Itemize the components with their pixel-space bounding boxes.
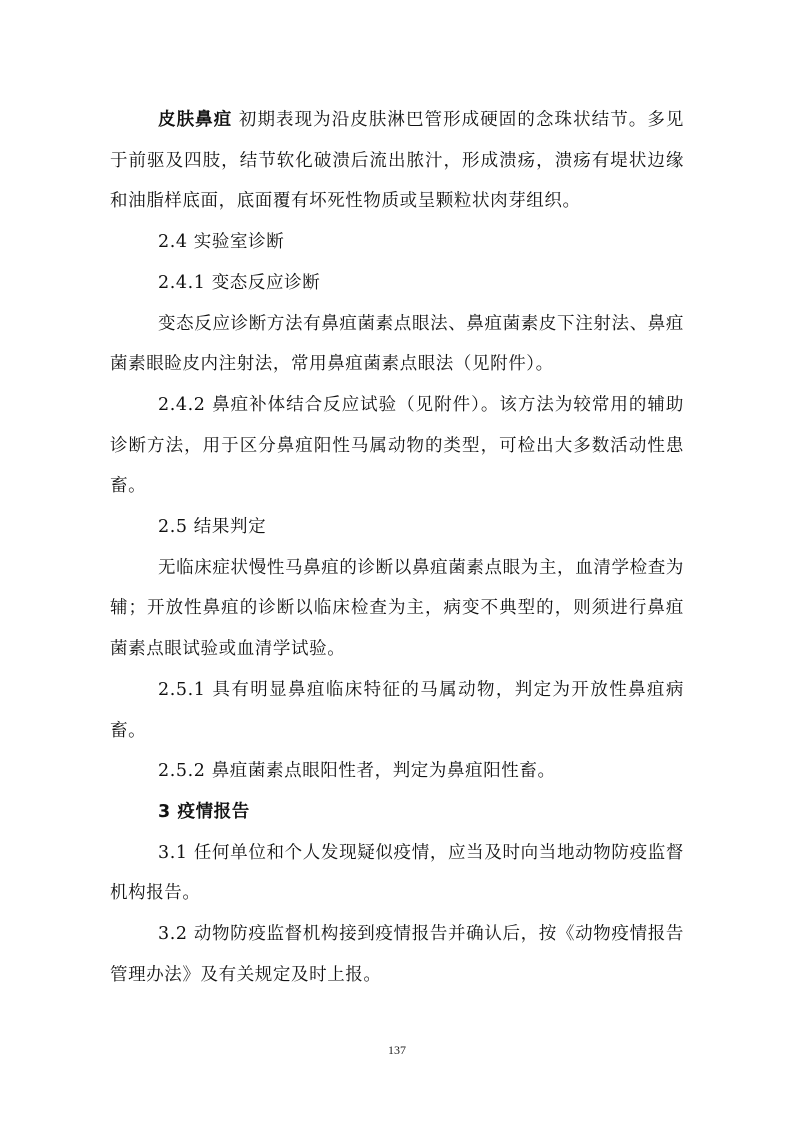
- paragraph-result-judgement: 无临床症状慢性马鼻疽的诊断以鼻疽菌素点眼为主，血清学检查为辅；开放性鼻疽的诊断以临床检查为主，病变不典型的，则须进行鼻疽菌素点眼试验或血清学试验。: [110, 557, 684, 660]
- paragraph-2-5-1: 2.5.1 具有明显鼻疽临床特征的马属动物，判定为开放性鼻疽病畜。: [110, 679, 684, 741]
- page-number: 137: [388, 1043, 406, 1057]
- section-heading-2-5: 2.5 结果判定: [158, 517, 267, 538]
- paragraph-3-1: 3.1 任何单位和个人发现疑似疫情，应当及时向当地动物防疫监督机构报告。: [110, 842, 684, 904]
- paragraph-complement-fixation: 2.4.2 鼻疽补体结合反应试验（见附件）。该方法为较常用的辅助诊断方法，用于区分鼻疽阳性马属动物的类型，可检出大多数活动性患畜。: [110, 394, 684, 497]
- section-heading-2-4: 2.4 实验室诊断: [158, 232, 285, 253]
- paragraph-allergy-diagnosis: 变态反应诊断方法有鼻疽菌素点眼法、鼻疽菌素皮下注射法、鼻疽菌素眼睑皮内注射法，常用鼻疽菌素点眼法（见附件）。: [110, 313, 684, 375]
- paragraph-3-2: 3.2 动物防疫监督机构接到疫情报告并确认后，按《动物疫情报告管理办法》及有关规定及时上报。: [110, 924, 684, 985]
- document-body: [110, 100, 684, 995]
- paragraph-skin-glanders-text: 初期表现为沿皮肤淋巴管形成硬固的念珠状结节。多见于前驱及四肢，结节软化破溃后流出脓汁，形成溃疡，溃疡有堤状边缘和油脂样底面，底面覆有坏死性物质或呈颗粒状肉芽组织。: [110, 110, 684, 212]
- term-skin-glanders: 皮肤鼻疽: [158, 110, 233, 130]
- section-heading-2-4-1: 2.4.1 变态反应诊断: [158, 272, 321, 293]
- section-heading-3: 3 疫情报告: [158, 801, 250, 822]
- paragraph-skin-glanders: [110, 100, 684, 222]
- paragraph-2-5-2: 2.5.2 鼻疽菌素点眼阳性者，判定为鼻疽阳性畜。: [158, 761, 556, 782]
